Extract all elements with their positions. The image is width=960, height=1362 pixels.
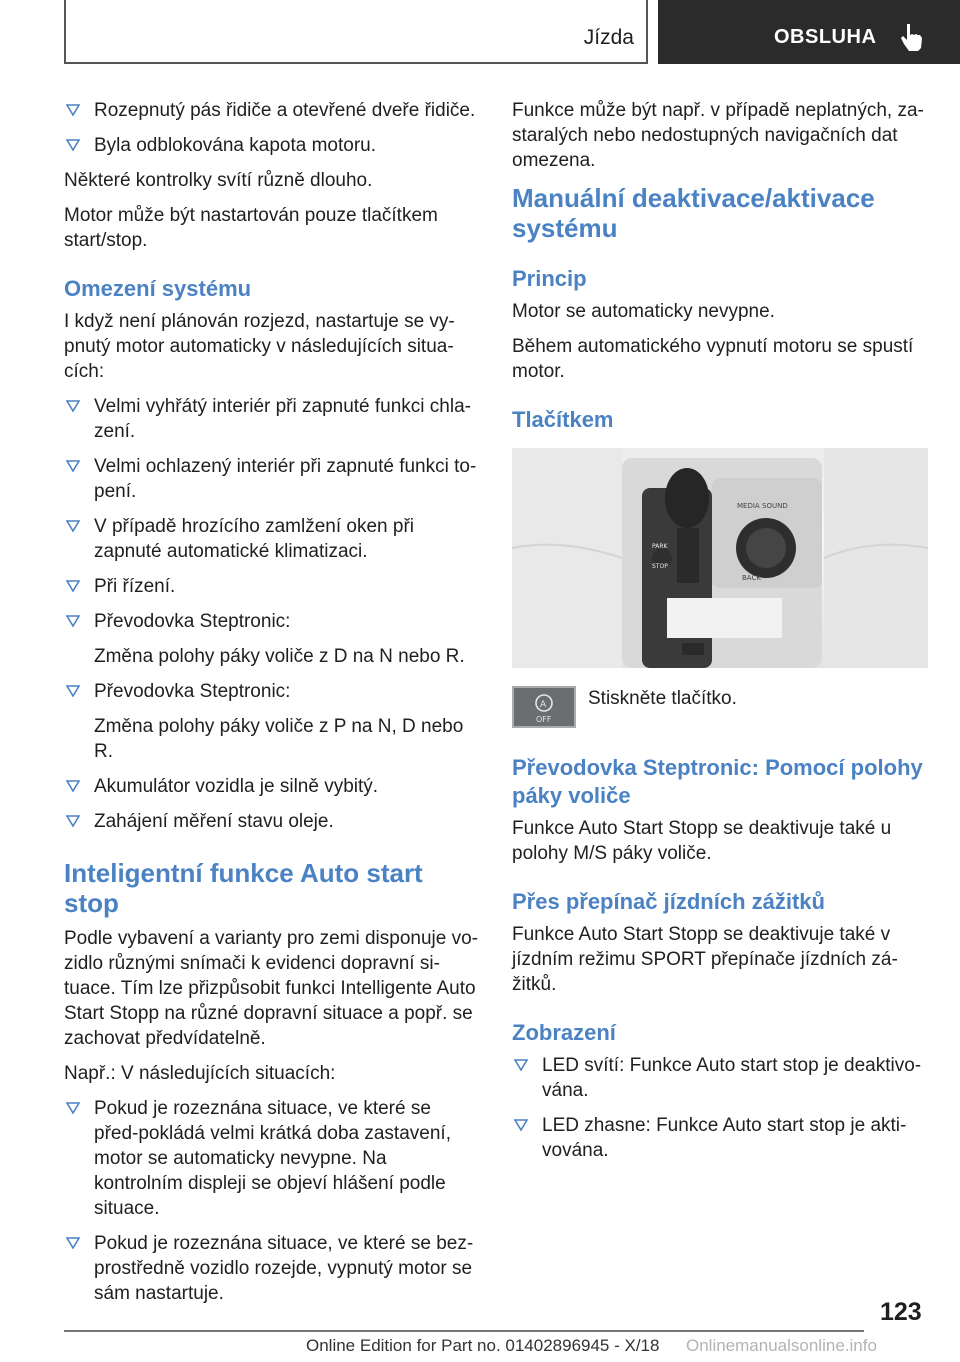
list-item-text: Převodovka Steptronic: [94,611,291,632]
list-item [64,1096,480,1221]
section-heading-limits: Omezení systému [64,276,252,301]
hand-pointer-icon [898,22,926,52]
section-heading-principle: Princip [512,266,587,291]
list-item-text: Velmi ochlazený interiér při zapnuté funkci to-pení. [94,456,477,502]
list-item [64,394,480,444]
list-item [64,809,480,834]
list-item-text: LED svítí: Funkce Auto start stop je deaktivo-vána. [542,1055,922,1101]
left-column [64,98,480,1316]
center-console-photo [512,448,928,668]
list-item-text: Akumulátor vozidla je silně vybitý. [94,776,379,797]
section-heading-steptronic: Převodovka Steptronic: Pomocí polohy páky voliče [512,755,923,808]
photo-label: BACK [742,574,761,582]
list-item-text: Rozepnutý pás řidiče a otevřené dveře řidiče. [94,100,476,121]
right-column [512,98,928,1173]
svg-text:A: A [540,700,547,710]
paragraph: Např.: V následujících situacích: [64,1063,336,1084]
section-heading-manual: Manuální deaktivace/aktivace systému [512,183,875,243]
paragraph: Funkce Auto Start Stopp se deaktivuje také u polohy M/S páky voliče. [512,818,892,864]
triangle-bullet-icon [66,519,80,533]
list-item-text: Velmi vyhřátý interiér při zapnuté funkci chla-zení. [94,396,471,442]
photo-label: STOP [652,563,668,570]
paragraph: Během automatického vypnutí motoru se spustí motor. [512,336,914,382]
list-item [512,1053,928,1103]
list-item-text: Převodovka Steptronic: [94,681,291,702]
photo-label: PARK [652,543,668,550]
list-item [64,133,480,158]
triangle-bullet-icon [66,459,80,473]
triangle-bullet-icon [66,1101,80,1115]
paragraph: Některé kontrolky svítí různě dlouho. [64,170,373,191]
button-figure [512,686,928,732]
list-item-text: Pokud je rozeznána situace, ve které se bez-prostředně vozidlo rozejde, vypnutý motor se sám nastartuje. [94,1233,474,1304]
triangle-bullet-icon [66,138,80,152]
button-caption: Stiskněte tlačítko. [588,688,737,709]
triangle-bullet-icon [66,779,80,793]
auto-start-stop-button-image [512,686,576,728]
photo-label: SOUND [762,502,788,510]
triangle-bullet-icon [66,399,80,413]
footer-watermark: Onlinemanualsonline.info [686,1336,877,1355]
list-item [64,609,480,634]
footer-divider [64,1330,864,1332]
section-heading-smart: Inteligentní funkce Auto start stop [64,858,423,918]
paragraph: Motor se automaticky nevypne. [512,301,775,322]
paragraph: Motor může být nastartován pouze tlačítkem start/stop. [64,205,438,251]
photo-label: MEDIA [737,502,760,510]
triangle-bullet-icon [66,579,80,593]
list-item [64,514,480,564]
list-item-text: LED zhasne: Funkce Auto start stop je akti-vována. [542,1115,907,1161]
list-item-text: Při řízení. [94,576,176,597]
list-item [64,98,480,123]
list-item [64,574,480,599]
page-number: 123 [880,1298,922,1326]
center-console-illustration [512,448,928,668]
button-label: OFF [536,715,552,724]
triangle-bullet-icon [66,1236,80,1250]
triangle-bullet-icon [514,1118,528,1132]
section-heading-switch: Přes přepínač jízdních zážitků [512,889,825,914]
triangle-bullet-icon [66,814,80,828]
triangle-bullet-icon [514,1058,528,1072]
paragraph: Funkce může být např. v případě neplatných, za-staralých nebo nedostupných navigačních dat omezena. [512,100,924,171]
triangle-bullet-icon [66,103,80,117]
list-item-text: Zahájení měření stavu oleje. [94,811,334,832]
list-item [64,679,480,704]
section-heading-display: Zobrazení [512,1020,616,1045]
header-chapter-box [658,0,960,64]
triangle-bullet-icon [66,614,80,628]
paragraph: Podle vybavení a varianty pro zemi disponuje vo-zidlo různými snímači k evidenci dopravní si-tuace. Tím lze přizpůsobit funkci Intelligente Auto Start Stopp na různé dopravní situace a popř. se zachovat předvídatelně. [64,928,479,1049]
header-left-box [64,0,648,64]
list-item-text: V případě hrozícího zamlžení oken při zapnuté automatické klimatizaci. [94,516,415,562]
paragraph: Změna polohy páky voliče z P na N, D nebo R. [94,716,464,762]
header-chapter-title: OBSLUHA [774,26,877,48]
list-item-text: Byla odblokována kapota motoru. [94,135,377,156]
list-item [64,454,480,504]
list-item-text: Pokud je rozeznána situace, ve které se před-pokládá velmi krátká doba zastavení, motor se automaticky nevypne. Na kontrolním displeji se objeví hlášení podle situace. [94,1098,451,1219]
auto-start-stop-icon [514,688,574,726]
footer-edition: Online Edition for Part no. 01402896945 - X/18 [306,1336,660,1355]
list-item [64,774,480,799]
list-item [64,1231,480,1306]
header-section-title: Jízda [583,26,634,49]
paragraph: Funkce Auto Start Stopp se deaktivuje také v jízdním režimu SPORT přepínače jízdních zá-žitků. [512,924,898,995]
section-heading-button: Tlačítkem [512,407,614,432]
triangle-bullet-icon [66,684,80,698]
list-item [512,1113,928,1163]
paragraph: I když není plánován rozjezd, nastartuje se vy-pnutý motor automaticky v následujících situa-cích: [64,311,455,382]
paragraph: Změna polohy páky voliče z D na N nebo R. [94,646,465,667]
